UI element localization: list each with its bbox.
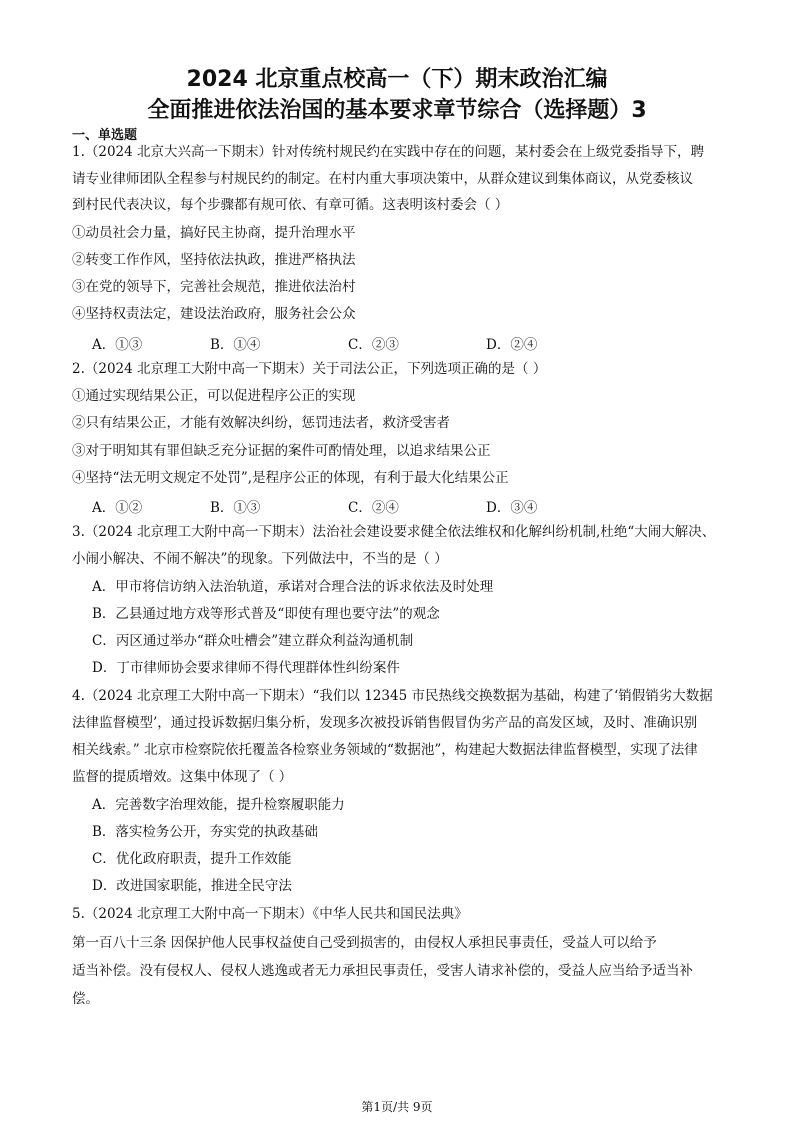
q2-option-b: B．①③	[210, 500, 261, 516]
document-title-line1: 2024 北京重点校高一（下）期末政治汇编	[186, 67, 608, 92]
page-number: 第1页/共 9页	[361, 1100, 433, 1114]
q5-law-line3: 偿。	[72, 991, 99, 1007]
q4-stem-line3: 相关线索。” 北京市检察院依托覆盖各检察业务领域的“数据池”，构建起大数据法律监督模型，实现了法律	[72, 742, 698, 758]
q1-stem-line1: 1.（2024 北京大兴高一下期末）针对传统村规民约在实践中存在的问题，某村委会在上级党委指导下，聘	[72, 144, 705, 160]
q3-stem-line1: 3.（2024 北京理工大附中高一下期末）法治社会建设要求健全依法维权和化解纠纷机制,杜绝“大闹大解决、	[72, 524, 716, 540]
q4-option-d: D．改进国家职能，推进全民守法	[92, 878, 292, 894]
q2-option-d: D．③④	[486, 500, 538, 516]
q4-option-b: B．落实检务公开，夯实党的执政基础	[92, 824, 318, 840]
q2-statement-2: ②只有结果公正，才能有效解决纠纷，惩罚违法者，救济受害者	[72, 415, 450, 431]
q1-option-b: B．①④	[210, 337, 261, 353]
q4-stem-line4: 监督的提质增效。这集中体现了（ ）	[72, 769, 293, 785]
q1-statement-2: ②转变工作作风，坚持依法执政，推进严格执法	[72, 252, 356, 268]
q3-option-a: A．甲市将信访纳入法治轨道，承诺对合理合法的诉求依法及时处理	[92, 579, 494, 595]
q5-law-line2: 适当补偿。没有侵权人、侵权人逃逸或者无力承担民事责任，受害人请求补偿的，受益人应当给予适当补	[72, 963, 693, 979]
q2-option-a: A．①②	[92, 500, 143, 516]
q3-option-c: C．丙区通过举办“群众吐槽会”建立群众利益沟通机制	[92, 633, 414, 649]
document-title-line2: 全面推进依法治国的基本要求章节综合（选择题）3	[147, 98, 647, 123]
section-heading: 一、单选题	[72, 128, 138, 143]
q2-option-c: C．②④	[348, 500, 399, 516]
q1-stem-line2: 请专业律师团队全程参与村规民约的制定。在村内重大事项决策中，从群众建议到集体商议，从党委核议	[72, 171, 693, 187]
q1-option-c: C．②③	[348, 337, 399, 353]
q3-option-d: D．丁市律师协会要求律师不得代理群体性纠纷案件	[92, 660, 400, 676]
q1-option-d: D．②④	[486, 337, 538, 353]
q4-option-c: C．优化政府职责，提升工作效能	[92, 851, 292, 867]
q3-stem-line2: 小闹小解决、不闹不解决”的现象。下列做法中，不当的是（ ）	[72, 551, 448, 567]
q1-statement-4: ④坚持权责法定，建设法治政府，服务社会公众	[72, 306, 356, 322]
q2-statement-1: ①通过实现结果公正，可以促进程序公正的实现	[72, 388, 356, 404]
q1-stem-line3: 到村民代表决议，每个步骤都有规可依、有章可循。这表明该村委会（ ）	[72, 197, 509, 213]
q5-law-line1: 第一百八十三条 因保护他人民事权益使自己受到损害的，由侵权人承担民事责任，受益人可以给予	[72, 935, 657, 951]
q2-stem-line1: 2.（2024 北京理工大附中高一下期末）关于司法公正，下列选项正确的是（ ）	[72, 361, 547, 377]
q4-stem-line2: 法律监督模型’，通过投诉数据归集分析，发现多次被投诉销售假冒伪劣产品的高发区域，及时、准确识别	[72, 715, 698, 731]
q5-stem-line1: 5.（2024 北京理工大附中高一下期末）《中华人民共和国民法典》	[72, 906, 468, 922]
q4-stem-line1: 4.（2024 北京理工大附中高一下期末）“我们以 12345 市民热线交换数据为基础，构建了‘销假销劣大数据	[72, 688, 713, 704]
q4-option-a: A．完善数字治理效能，提升检察履职能力	[92, 797, 345, 813]
q1-statement-1: ①动员社会力量，搞好民主协商，提升治理水平	[72, 225, 356, 241]
q2-statement-4: ④坚持“法无明文规定不处罚”,是程序公正的体现，有利于最大化结果公正	[72, 470, 509, 486]
q3-option-b: B．乙县通过地方戏等形式普及“即使有理也要守法”的观念	[92, 606, 440, 622]
q1-statement-3: ③在党的领导下，完善社会规范，推进依法治村	[72, 279, 356, 295]
q1-option-a: A．①③	[92, 337, 143, 353]
q2-statement-3: ③对于明知其有罪但缺乏充分证据的案件可酌情处理，以追求结果公正	[72, 443, 491, 459]
